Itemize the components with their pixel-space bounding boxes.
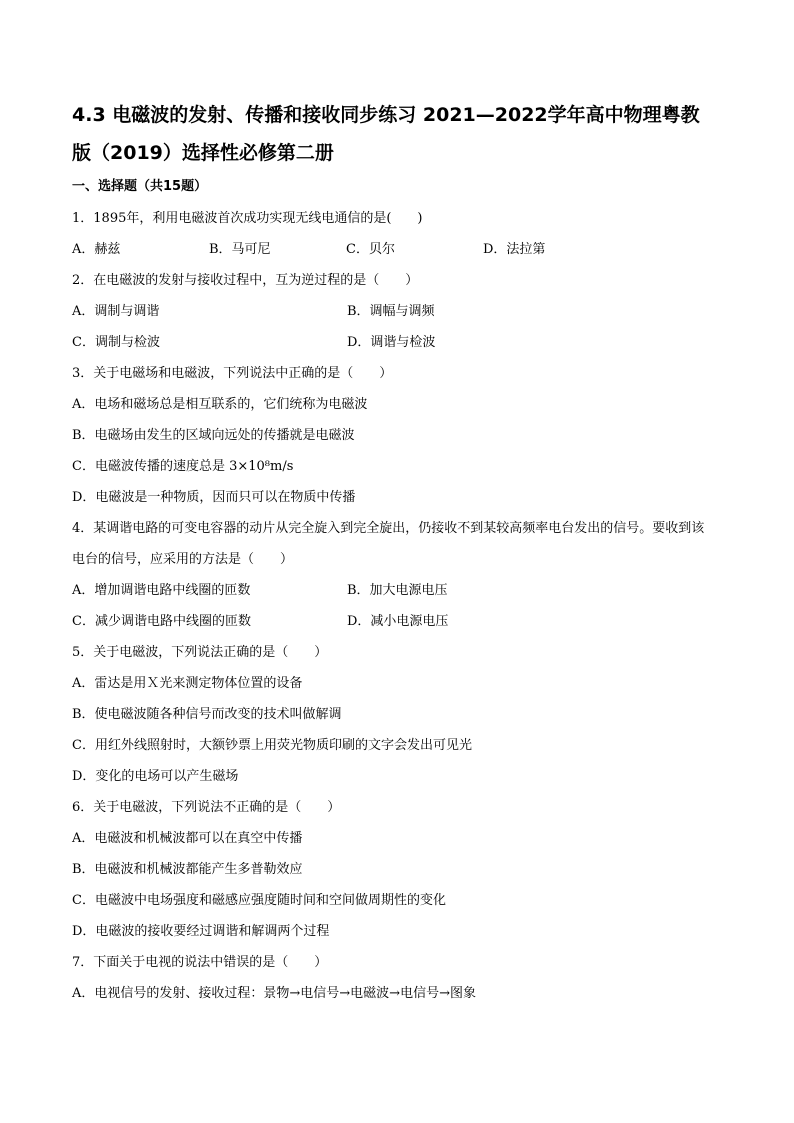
question-stem: 7．下面关于电视的说法中错误的是（ ） [72,955,328,970]
section-heading: 一、选择题（共15题） [72,179,208,194]
option-a: A．雷达是用Ｘ光来测定物体位置的设备 [72,676,303,691]
question-stem: 3．关于电磁场和电磁波，下列说法中正确的是（ ） [72,366,393,381]
option-d: D．法拉第 [483,242,546,257]
question-1 [72,203,710,265]
options-row [72,606,710,637]
option-d: D．减小电源电压 [347,614,449,629]
question-7 [72,947,710,1009]
option-b: B．马可尼 [209,242,271,257]
option-d: D．电磁波的接收要经过调谐和解调两个过程 [72,924,330,939]
option-b: B．电磁波和机械波都能产生多普勒效应 [72,862,303,877]
question-stem: 5．关于电磁波，下列说法正确的是（ ） [72,645,328,660]
options-row [72,234,710,265]
option-a: A．电视信号的发射、接收过程：景物→电信号→电磁波→电信号→图象 [72,986,476,1001]
option-a: A．电场和磁场总是相互联系的，它们统称为电磁波 [72,397,368,412]
question-3 [72,358,710,513]
document-title: 4.3 电磁波的发射、传播和接收同步练习 2021—2022学年高中物理粤教版（2019）选择性必修第二册 [72,104,700,164]
option-b: B．加大电源电压 [347,583,448,598]
option-b: B．使电磁波随各种信号而改变的技术叫做解调 [72,707,342,722]
option-c: C．贝尔 [346,242,395,257]
option-a: A．增加调谐电路中线圈的匝数 [72,583,251,598]
option-c: C．调制与检波 [72,335,160,350]
option-d: D．调谐与检波 [347,335,436,350]
option-c: C．电磁波传播的速度总是 3×10⁸m/s [72,459,294,474]
question-stem: 2．在电磁波的发射与接收过程中，互为逆过程的是（ ） [72,273,419,288]
question-5 [72,637,710,792]
option-d: D．电磁波是一种物质，因而只可以在物质中传播 [72,490,356,505]
option-c: C．电磁波中电场强度和磁感应强度随时间和空间做周期性的变化 [72,893,446,908]
question-stem: 1．1895年，利用电磁波首次成功实现无线电通信的是( ) [72,211,423,226]
question-stem: 6．关于电磁波，下列说法不正确的是（ ） [72,800,341,815]
options-row [72,575,710,606]
question-stem: 4．某调谐电路的可变电容器的动片从完全旋入到完全旋出，仍接收不到某较高频率电台发出的信号。要收到该电台的信号，应采用的方法是（ ） [72,521,705,567]
option-b: B．电磁场由发生的区域向远处的传播就是电磁波 [72,428,355,443]
question-2 [72,265,710,358]
options-row [72,327,710,358]
option-a: A．电磁波和机械波都可以在真空中传播 [72,831,303,846]
question-6 [72,792,710,947]
option-b: B．调幅与调频 [347,304,435,319]
option-a: A．调制与调谐 [72,304,160,319]
option-a: A．赫兹 [72,242,121,257]
question-4 [72,513,710,637]
option-c: C．用红外线照射时，大额钞票上用荧光物质印刷的文字会发出可见光 [72,738,472,753]
option-c: C．减少调谐电路中线圈的匝数 [72,614,251,629]
option-d: D．变化的电场可以产生磁场 [72,769,239,784]
options-row [72,296,710,327]
